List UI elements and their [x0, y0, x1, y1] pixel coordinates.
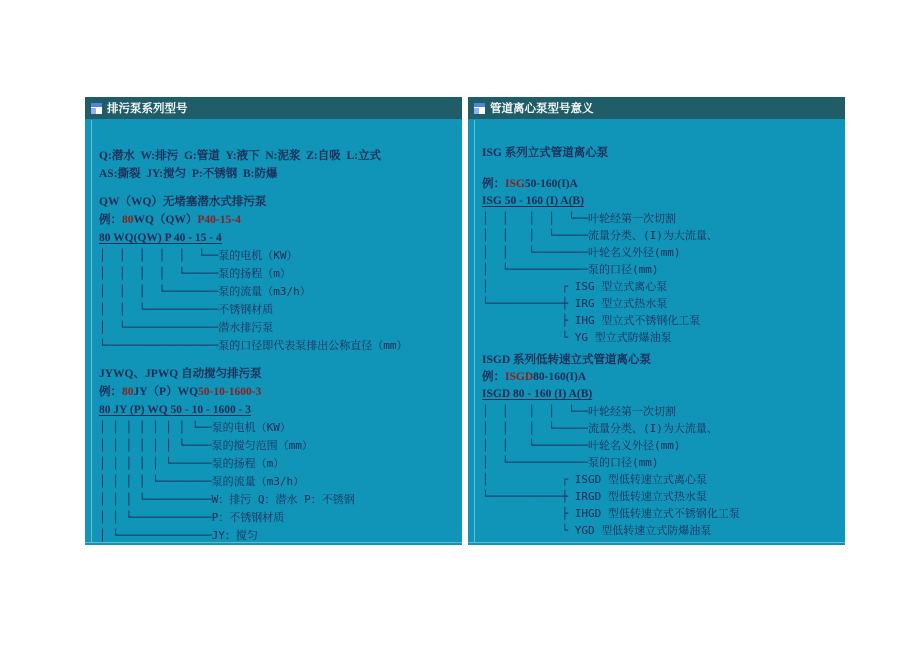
right-panel-title: 管道离心泵型号意义 — [490, 103, 594, 115]
tree-line: │ │ │ └──────────W：排污 Q：潜水 P：不锈钢 — [99, 493, 355, 506]
legend-line-2: AS:撕裂 JY:搅匀 P:不锈钢 B:防爆 — [99, 168, 278, 180]
section-title: ISGD 系列低转速立式管道离心泵 — [482, 354, 651, 366]
example-part-spec: 80-160(I)A — [533, 371, 587, 383]
model-tree — [99, 247, 454, 355]
tree-line: │ │ │ │ │ └──泵的电机（KW） — [99, 249, 298, 262]
tree-line: │ │ └────────叶轮名义外径(mm) — [482, 439, 681, 452]
tree-line: │ │ │ │ └────────泵的流量（m3/h） — [99, 475, 305, 488]
tree-line: │ └────────────泵的口径(mm) — [482, 263, 659, 276]
model-line: 80 JY (P) WQ 50 - 10 - 1600 - 3 — [99, 404, 252, 416]
tree-line: │ │ │ │ └──叶轮经第一次切割 — [482, 212, 676, 225]
legend-line-1: Q:潜水 W:排污 G:管道 Y:液下 N:泥浆 Z:自吸 L:立式 — [99, 150, 381, 162]
example-part-size: 80 — [122, 214, 134, 226]
tree-line: │ │ │ │ └─────泵的扬程（m） — [99, 267, 291, 280]
section-isg — [482, 145, 837, 346]
tree-line: └ YG 型立式防爆油泵 — [482, 331, 672, 344]
section-title: QW（WQ）无堵塞潜水式排污泵 — [99, 196, 267, 208]
section-qw-wq — [99, 193, 454, 355]
example-part-series: ISGD — [505, 371, 534, 383]
example-part-series: JY（P）WQ — [133, 386, 199, 398]
example-part-size: 80 — [122, 386, 134, 398]
tree-line: │ │ └────────────P：不锈钢材质 — [99, 511, 285, 524]
tree-line: │ │ └───────────不锈钢材质 — [99, 303, 274, 316]
example-line — [99, 211, 454, 229]
tree-line: ├ IHG 型立式不锈钢化工泵 — [482, 314, 701, 327]
tree-line: │ │ │ └────────泵的流量（m3/h） — [99, 285, 311, 298]
section-title: ISG 系列立式管道离心泵 — [482, 147, 609, 159]
example-label: 例： — [482, 178, 505, 190]
tree-line: │ │ │ │ │ └──────泵的扬程（m） — [99, 457, 285, 470]
example-label: 例： — [482, 371, 505, 383]
section-jywq-jpwq — [99, 365, 454, 545]
tree-line: └─────────────────泵的口径即代表泵排出公称直径（mm） — [99, 339, 408, 352]
section-title: JYWQ、JPWQ 自动搅匀排污泵 — [99, 368, 262, 380]
example-label: 例： — [99, 214, 122, 226]
example-line — [482, 176, 837, 193]
example-part-spec: 50-160(I)A — [524, 178, 578, 190]
tree-line: │ │ │ │ └──叶轮经第一次切割 — [482, 405, 676, 418]
tree-line: ├ IHGD 型低转速立式不锈钢化工泵 — [482, 507, 740, 520]
tree-line: │ │ │ │ │ │ └────泵的搅匀范围（mm） — [99, 439, 313, 452]
tree-line: │ └──────────────JY：搅匀 — [99, 529, 258, 542]
example-part-series: ISG — [505, 178, 525, 190]
table-icon — [474, 103, 485, 114]
example-part-spec: P40-15-4 — [197, 214, 241, 226]
section-isgd — [482, 352, 837, 539]
right-panel-body — [468, 119, 845, 539]
tree-line: │ └────────────泵的口径(mm) — [482, 456, 659, 469]
model-line: ISGD 80 - 160 (I) A(B) — [482, 388, 593, 400]
model-line: ISG 50 - 160 (I) A(B) — [482, 195, 584, 207]
left-panel-header — [85, 97, 462, 119]
panel-pipeline-centrifugal-pump-models — [468, 97, 845, 545]
tree-line: │ │ │ │ │ │ │ └──泵的电机（KW） — [99, 421, 291, 434]
tree-line: │ ┌ ISGD 型低转速立式离心泵 — [482, 473, 707, 486]
tree-line: └ YGD 型低转速立式防爆油泵 — [482, 524, 712, 537]
example-line — [99, 383, 454, 401]
model-tree — [99, 419, 454, 545]
model-tree — [482, 403, 837, 539]
model-line: 80 WQ(QW) P 40 - 15 - 4 — [99, 232, 222, 244]
left-panel-body — [85, 119, 462, 545]
table-icon — [91, 103, 102, 114]
tree-line: │ │ │ └─────流量分类、(I)为大流量、 — [482, 422, 718, 435]
tree-line: │ ┌ ISG 型立式离心泵 — [482, 280, 668, 293]
tree-line: └───────────┼ IRG 型立式热水泵 — [482, 297, 668, 310]
example-label: 例： — [99, 386, 122, 398]
panel-sewage-pump-models — [85, 97, 462, 545]
example-part-series: WQ（QW） — [133, 214, 198, 226]
tree-line: └───────────┼ IRGD 型低转速立式热水泵 — [482, 490, 707, 503]
tree-line: │ └──────────────潜水排污泵 — [99, 321, 274, 334]
left-panel-title: 排污泵系列型号 — [107, 103, 188, 115]
example-line — [482, 369, 837, 386]
example-part-spec: 50-10-1600-3 — [198, 386, 262, 398]
model-tree — [482, 210, 837, 346]
tree-line: │ │ │ └─────流量分类、(I)为大流量、 — [482, 229, 718, 242]
right-panel-header — [468, 97, 845, 119]
tree-line: │ │ └────────叶轮名义外径(mm) — [482, 246, 681, 259]
